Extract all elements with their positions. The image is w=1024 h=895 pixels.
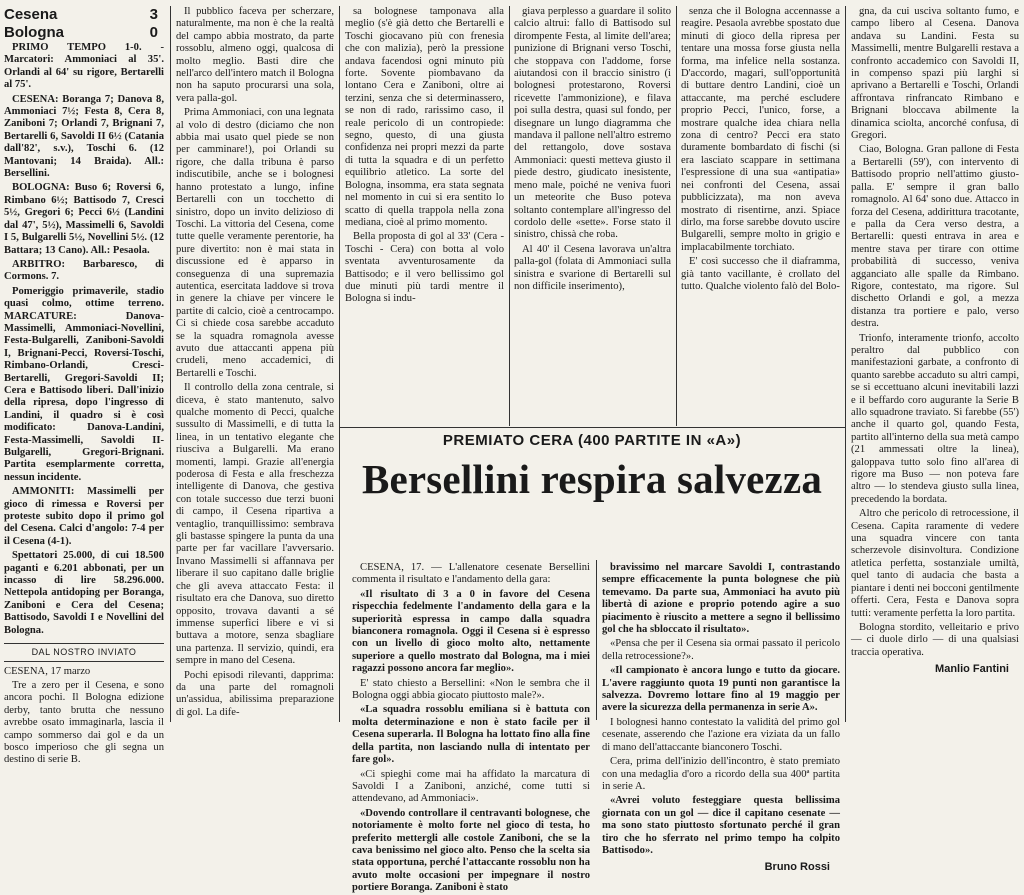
report-column-3 xyxy=(345,6,504,422)
score-row-away xyxy=(4,24,164,42)
tabellino-line: ARBITRO: Barbaresco, di Cormons. 7. xyxy=(4,258,164,283)
tabellino-line: CESENA: Boranga 7; Danova 8, Ammoniaci 7½; Festa 8, Cera 8, Zaniboni 7; Orlandi 7, Brignani 7, Bertarelli 6, Savoldi II 6½ (Catania dall'82', s.v.), Toschi 6. (12 Mantovani; 14 Braida). All.: Bersellini. xyxy=(4,93,164,180)
article-header xyxy=(346,432,838,501)
home-goals: 3 xyxy=(149,6,158,23)
report-column-2 xyxy=(176,6,334,722)
article-paragraph: bravissimo nel marcare Savoldi I, contrastando sempre efficacemente la punta bolognese che più temevamo. Da parte sua, Ammoniaci ha avuto più libertà di azione e proprio potendo agire a suo piacimento è riuscito a mettere a segno il bellissimo gol che ha sbloccato il risultato». xyxy=(602,562,840,636)
report-paragraph: senza che il Bologna accennasse a reagire. Pesaola avrebbe spostato due minuti di gioco della ripresa per tentare una mossa forse giusta nella forma, ma infelice nella sostanza. D'accordo, magari, sull'opportunità di buttare dentro Landini, cioè un attaccante, ma perché escludere proprio Pecci, l'unico, forse, a mostrare qualche idea chiara nella zona di centro? Pecci era stato duramente bombardato di fischi (si era lasciato scappare in settimana l'espressione di una sua «antipatia» nei confronti del Cesena, assai pubblicizzata), ma non aveva mostrato di risentirne, anzi. Spiace dirlo, ma forse sarebbe dovuto uscire Bulgarelli, sempre molto in grigio e implacabilmente torchiato. xyxy=(681,6,840,253)
report-column-4 xyxy=(514,6,671,422)
column-rule xyxy=(845,6,846,722)
report-paragraph: Prima Ammoniaci, con una legnata al volo di destro (diciamo che non abbia mai usato quel piede se non per camminare!), poi Orlandi su rigore, che dalla tribuna è parso indiscutibile, anche se i bolognesi hanno protestato a lungo, infine Bertarelli con un tocchetto di sinistro, dopo un invito delizioso di Toschi. La vittoria del Cesena, come tutte quelle veramente perentorie, ha pure divertito: non è mai stata in discussione ed è apparso in conseguenza di una supremazia autentica, esercitata laddove si trova in genere la chiave per vincere le partite di calcio, cioè a centrocampo. Ci si chiede cosa sarebbe accaduto se la squadra romagnola avesse avuto due attaccanti appena più crudeli, meno accademici, di Bertarelli e Toschi. xyxy=(176,107,334,379)
article-paragraph: «Il risultato di 3 a 0 in favore del Cesena rispecchia fedelmente l'andamento della gara e la superiorità espressa in campo dalla squadra bianconera romagnola. Oggi il Cesena si è espresso con un livello di gioco molto alto, nettamente superiore a quello mostrato dal Bologna, ma i miei ragazzi possono ancora far meglio». xyxy=(352,588,590,675)
report-paragraph: E' così successo che il diaframma, già tanto vacillante, è crollato del tutto. Qualche violento falò del Bolo- xyxy=(681,256,840,292)
report-paragraph: gna, da cui usciva soltanto fumo, e campo libero al Cesena. Danova andava su Landini. Festa su Massimelli, mentre Bulgarelli restava a confronto accademico con Savoldi II, in compenso spazi più larghi si aprivano a Bertarelli e Toschi, Orlandi affrontava rinfrancato Rimbano e Brignani bloccava abilmente la dinamica sciolta, ancorché confusa, di Gregori. xyxy=(851,6,1019,142)
article-paragraph: «Pensa che per il Cesena sia ormai passato il pericolo della retrocessione?». xyxy=(602,638,840,662)
article-paragraph: I bolognesi hanno contestato la validità del primo gol cesenate, asserendo che l'azione era viziata da un fallo di mano dell'attaccante bianconero Toschi. xyxy=(602,716,840,753)
column-rule xyxy=(676,6,677,426)
tabellino-line: Spettatori 25.000, di cui 18.500 paganti e 6.201 abbonati, per un incasso di lire 58.296.000. Nettepola antidoping per Boranga, Zaniboni e Cera del Cesena; Battisodo, Savoldi I e Novellini del Bologna. xyxy=(4,550,164,636)
report-dateline: CESENA, 17 marzo xyxy=(4,665,91,677)
column-rule xyxy=(339,6,340,722)
article-column-2 xyxy=(602,562,840,874)
article-column-1 xyxy=(352,562,590,894)
inviato-label: DAL NOSTRO INVIATO xyxy=(4,643,164,661)
home-team: Cesena xyxy=(4,6,58,23)
report-paragraph: sa bolognese tamponava alla meglio (s'è già detto che Bertarelli e Toschi giocavano più con frenesia che con malizia), però la pressione andava facendosi ogni minuto più forte. Sovente piombavano da lontano Cera e Zaniboni, oltre ai terzini, senza che si determinassero, se non di rado, rarissimo caso, il reale pericolo di un contropiede: segno, questo, di una giusta confidenza nei propri mezzi da parte di tutta la squadra e di un perfetto equilibrio atletico. La sorte del Bologna, insomma, era stata segnata nel momento in cui si era sentito lo scatto di quella trappola nella zona mediana, cioè al primo momento. xyxy=(345,6,504,228)
article-paragraph: E' stato chiesto a Bersellini: «Non le sembra che il Bologna oggi abbia giocato piuttosto male?». xyxy=(352,677,590,702)
report-paragraph: giava perplesso a guardare il solito calcio altrui: fallo di Battisodo sul dirompente Festa, al limite dell'area; punizione di Brignani verso Toschi, che stoppava con l'addome, forse aiutandosi con il braccio sinistro (i bolognesi protestarono, Roversi ricevette l'ammonizione), e filava poi sulla destra, quasi sul fondo, per disegnare un lungo diagramma che mandava il pallone nell'altro estremo del rettangolo, dove sostava Ammoniaci: questi metteva giusto il piede destro, giudicato inesistente, meno male, poiché ne veniva fuori un meteorite che Buso poteva soltanto contemplare all'ingresso del cordolo delle «sette». Forse stato il sinistro, chissà che roba. xyxy=(514,6,671,241)
tabellino-line: PRIMO TEMPO 1-0. - Marcatori: Ammoniaci al 35'. Orlandi al 64' su rigore, Bertarelli al 75'. xyxy=(4,42,164,91)
article-paragraph: «Il campionato è ancora lungo e tutto da giocare. L'avere raggiunto quota 19 punti non garantisce la salvezza. Dovremo lottare fino al 19 maggio per avere la sicurezza della permanenza in serie A». xyxy=(602,665,840,714)
report-paragraph: Al 40' il Cesena lavorava un'altra palla-gol (folata di Ammoniaci sulla sinistra e svarione di Bertarelli sul non difficile inserimento), xyxy=(514,243,671,292)
report-paragraph: Altro che pericolo di retrocessione, il Cesena. Capita raramente di vedere una squadra vincere con tanta scherzevole disinvoltura. Condizione atletica perfetta, sostanziale umiltà, quel tanto di audacia che basta a piantare i denti nei bocconi gentilmente offerti. Cera, Festa e Danova sopra tutti: veramente perfetta la loro partita. xyxy=(851,508,1019,619)
article-paragraph: «La squadra rossoblu emiliana si è battuta con molta determinazione e non è stato facile per il Cesena superarla. Il Bologna ha lottato fino alla fine della partita, non lasciando nulla di intentato per fare gol». xyxy=(352,704,590,766)
tabellino-line: Pomeriggio primaverile, stadio quasi colmo, ottime terreno. MARCATURE: Danova-Massimelli, Ammoniaci-Novellini, Festa-Bulgarelli, Zaniboni-Savoldi I, Brignani-Pecci, Roversi-Toschi, Rimbano-Orlandi, Cresci-Bertarelli, Gregori-Savoldi II; Cera e Battisodo liberi. Dall'inizio della ripresa, dopo l'ingresso di Landini, il quadro si è così modificato: Danova-Landini, Festa-Massimelli, Savoldi II-Bulgarelli, Gregori-Brignani. Partita esemplarmente corretta, nessun incidente. xyxy=(4,285,164,483)
column-rule xyxy=(170,6,171,722)
report-column-6 xyxy=(851,6,1019,722)
tabellino-line: AMMONITI: Massimelli per gioco di rimessa e Roversi per proteste subito dopo il primo gol del Cesena. Calci d'angolo: 7-4 per il Cesena (4-1). xyxy=(4,486,164,547)
report-paragraph: Ciao, Bologna. Gran pallone di Festa a Bertarelli (59'), con intervento di Battisodo proprio nell'attimo giusto-palla. E' sempre il gran ballo romagnolo. Al 64' sono due. Attacco in forza del Cesena, addirittura tracotante, e palla da Cera verso destra, a Bertarelli: questi entrava in area e mentre stava per tirare con ottime probabilità di successo, veniva agganciato alle spalle da Rimbano. Rigore, contestato, ma rigore. Sul dischetto Orlandi e gol, a mezza distanza tra portiere e palo, verso destra. xyxy=(851,144,1019,330)
article-paragraph: «Avrei voluto festeggiare questa bellissima giornata con un gol — dice il capitano cesenate — ma sono stato piuttosto sfortunato perché il gran tiro che ho sferrato nel primo tempo ha colpito Battisodo». xyxy=(602,795,840,856)
article-headline: Bersellini respira salvezza xyxy=(361,456,823,502)
report-column-5 xyxy=(681,6,840,422)
headline-top-rule xyxy=(340,427,845,428)
report-paragraph: Bella proposta di gol al 33' (Cera - Toschi - Cera) con botta al volo sventata avventurosamente da Battisodo; e il vero bellissimo gol due minuti più tardi mentre il Bologna si indu- xyxy=(345,231,504,305)
report-paragraph: Bologna stordito, velleitario e privo — ci duole dirlo — di una qualsiasi traccia operativa. xyxy=(851,621,1019,658)
article-paragraph: «Ci spieghi come mai ha affidato la marcatura di Savoldi I a Zaniboni, anziché, come tutti si attendevano, ad Ammoniaci». xyxy=(352,768,590,805)
tabellino-line: BOLOGNA: Buso 6; Roversi 6, Rimbano 6½; Battisodo 7, Cresci 5½, Gregori 6; Pecci 6½ (Landini dal 47', 5½), Massimelli 6, Savoldi I 5, Bulgarelli 5½, Novellini 5½. (12 Battara; 13 Cano). All.: Pesaola. xyxy=(4,182,164,256)
article-paragraph: «Dovendo controllare il centravanti bolognese, che notoriamente è molto forte nel gioco di testa, ho preferito mettergli alle costole Zaniboni, che se la cava benissimo nel gioco alto. Penso che la scelta sia stata opportuna, perché l'attaccante rossoblu non ha avuto molte occasioni per impegnare il nostro portiere Boranga. Zaniboni è stato xyxy=(352,807,590,894)
article-paragraph: CESENA, 17. — L'allenatore cesenate Bersellini commenta il risultato e l'andamento della gara: xyxy=(352,562,590,586)
away-team: Bologna xyxy=(4,24,64,41)
article-signature: Bruno Rossi xyxy=(764,861,830,874)
away-goals: 0 xyxy=(149,24,158,41)
report-paragraph: Il controllo della zona centrale, si diceva, è stato mantenuto, salvo qualche momento di Pecci, qualche sussulto di Massimelli, e di tutta la linea, in un tentativo elegante che riusciva a Bulgarelli. Ma erano momenti, lampi. Grazie all'energia poderosa di Festa e alla freschezza intelligente di Danova, che gestiva con totale successo due terzi buoni di campo, il Cesena ripartiva a ventaglio, tranquillissimo: sembrava gli bastasse spingere la punta da una parte per far vacillare l'avversario. Invano Massimelli si affannava per liberare il suo capitano dalle briglie che gli aveva attaccato Festa: il risultato era che Danova, suo diretto opposito, trovava davanti a sé immense superfici libere e vi si buttava a motore, senza sbagliare una partenza. Il servizio, quindi, era sempre in mano del Cesena. xyxy=(176,382,334,667)
report-paragraph: Tre a zero per il Cesena, e sono ancora pochi. Il Bologna edizione derby, tanto brutta che nessuno avrebbe osato immaginarla, lascia il campo sommerso dai gol e da un bosco imperioso che gli segna un destino di serie B. xyxy=(4,679,164,766)
score-box xyxy=(4,6,164,42)
report-paragraph: Il pubblico faceva per scherzare, naturalmente, ma non è che la realtà del campo abbia mostrato, da parte rossoblu, almeno oggi, qualcosa di molto meglio. Basti dire che nell'arco dell'intero match il Bologna non ha saputo procurarsi una sola, vera palla-gol. xyxy=(176,6,334,104)
report-paragraph: Trionfo, interamente trionfo, accolto peraltro dal pubblico con manifestazioni garbate, a confronto di quanto sarebbe accaduto su altri campi, se si eccettuano alcuni inevitabili lazzi e il beffardo coro augurante la Serie B allo squadrone traviato. Si farebbe (55') anche il quarto gol, quando Festa, partito all'interno della sua metà campo (21 ammessati oltre la linea), galoppava tutto solo fino all'area di rigore ma Buso — non poteva fare altro — lo stendeva giusto sulla linea, precedendo la bordata. xyxy=(851,332,1019,505)
tabellino-column xyxy=(4,6,164,766)
report-signature: Manlio Fantini xyxy=(935,663,1009,676)
report-paragraph: Pochi episodi rilevanti, dapprima: da una parte del romagnoli un'assidua, abilissima preparazione di gol. La dife- xyxy=(176,669,334,718)
column-rule xyxy=(509,6,510,426)
score-row-home xyxy=(4,6,164,24)
column-rule xyxy=(596,560,597,720)
article-paragraph: Cera, prima dell'inizio dell'incontro, è stato premiato con una medaglia d'oro a ricordo della sua 400ª partita in serie A. xyxy=(602,756,840,792)
article-kicker: PREMIATO CERA (400 PARTITE IN «A») xyxy=(442,432,742,449)
